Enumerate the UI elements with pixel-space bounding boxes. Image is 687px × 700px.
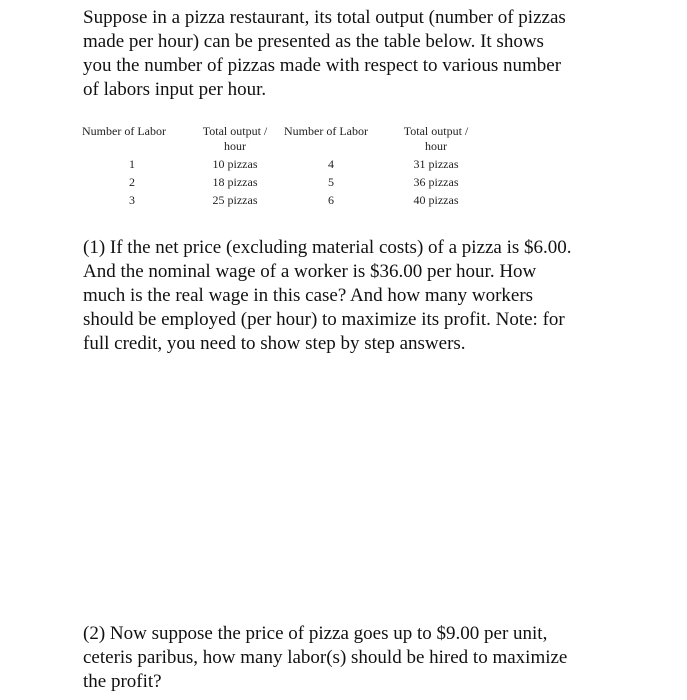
labor-cell: 1 [129, 157, 135, 171]
output-cell: 36 pizzas [413, 175, 459, 189]
header-output-2: Total output / [403, 124, 469, 138]
labor-cell: 3 [129, 193, 135, 207]
output-cell: 25 pizzas [212, 193, 258, 207]
intro-line: of labors input per hour. [83, 79, 267, 100]
output-cell: 31 pizzas [413, 157, 459, 171]
header-output-2-unit: hour [425, 139, 447, 153]
question-1-line: And the nominal wage of a worker is $36.00 per hour. How [83, 261, 537, 282]
intro-line: made per hour) can be presented as the table below. It shows [83, 31, 544, 52]
output-cell: 40 pizzas [413, 193, 459, 207]
intro-paragraph [83, 6, 643, 102]
header-labor-2: Number of Labor [284, 124, 368, 138]
header-output-1: Total output / [202, 124, 268, 138]
labor-cell: 5 [328, 175, 334, 189]
output-cell: 18 pizzas [212, 175, 258, 189]
question-2 [83, 622, 643, 694]
labor-cell: 2 [129, 175, 135, 189]
question-2-line: (2) Now suppose the price of pizza goes up to $9.00 per unit, [83, 623, 548, 644]
header-output-1-unit: hour [224, 139, 246, 153]
labor-cell: 4 [328, 157, 334, 171]
question-1-line: (1) If the net price (excluding material costs) of a pizza is $6.00. [83, 237, 572, 258]
labor-cell: 6 [328, 193, 334, 207]
header-labor-1: Number of Labor [82, 124, 166, 138]
question-1 [83, 236, 643, 356]
question-2-line: the profit? [83, 671, 162, 692]
question-1-line: should be employed (per hour) to maximize its profit. Note: for [83, 309, 565, 330]
question-2-line: ceteris paribus, how many labor(s) should be hired to maximize [83, 647, 568, 668]
intro-line: Suppose in a pizza restaurant, its total output (number of pizzas [83, 7, 566, 28]
intro-line: you the number of pizzas made with respect to various number [83, 55, 562, 76]
question-1-line: much is the real wage in this case? And how many workers [83, 285, 534, 306]
output-cell: 10 pizzas [212, 157, 258, 171]
question-1-line: full credit, you need to show step by step answers. [83, 333, 466, 354]
